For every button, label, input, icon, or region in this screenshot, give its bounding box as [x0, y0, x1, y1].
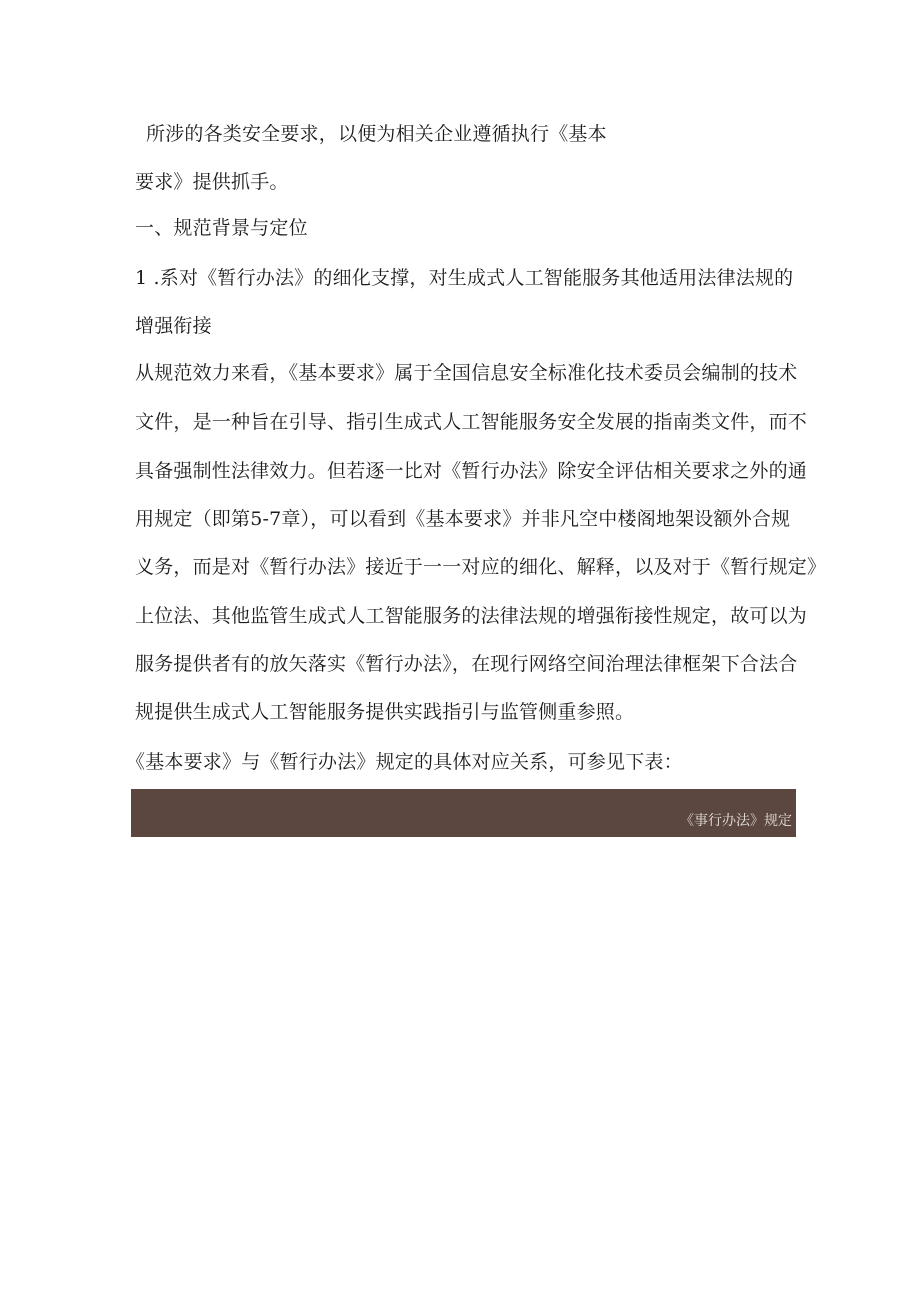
paragraph-line: 上位法、其他监管生成式人工智能服务的法律法规的增强衔接性规定，故可以为 — [135, 605, 808, 627]
paragraph-line: 从规范效力来看，《基本要求》属于全国信息安全标准化技术委员会编制的技术 — [135, 362, 798, 384]
paragraph-line: 所涉的各类安全要求，以便为相关企业遵循执行《基本 — [146, 123, 607, 145]
paragraph-line: 要求》提供抓手。 — [135, 171, 289, 193]
section-heading: 一、规范背景与定位 — [135, 217, 308, 239]
paragraph-line: 用规定（即第5-7章），可以看到《基本要求》并非凡空中楼阁地架设额外合规 — [135, 508, 791, 530]
paragraph-line: 具备强制性法律效力。但若逐一比对《暂行办法》除安全评估相关要求之外的通 — [135, 460, 808, 482]
paragraph-line: 文件，是一种旨在引导、指引生成式人工智能服务安全发展的指南类文件，而不 — [135, 411, 808, 433]
table-header-row — [131, 789, 796, 837]
table-intro-line: 《基本要求》与《暂行办法》规定的具体对应关系，可参见下表： — [126, 751, 683, 773]
subsection-heading: 1 .系对《暂行办法》的细化支撑，对生成式人工智能服务其他适用法律法规的 — [135, 267, 794, 289]
paragraph-line: 规提供生成式人工智能服务提供实践指引与监管侧重参照。 — [135, 701, 635, 723]
subsection-heading-continued: 增强衔接 — [135, 315, 212, 337]
paragraph-line: 义务，而是对《暂行办法》接近于一一对应的细化、解释，以及对于《暂行规定》 — [135, 556, 827, 578]
paragraph-line: 服务提供者有的放矢落实《暂行办法》，在现行网络空间治理法律框架下合法合 — [135, 653, 798, 675]
table-header-cell: 《事行办法》规定 — [680, 813, 792, 829]
